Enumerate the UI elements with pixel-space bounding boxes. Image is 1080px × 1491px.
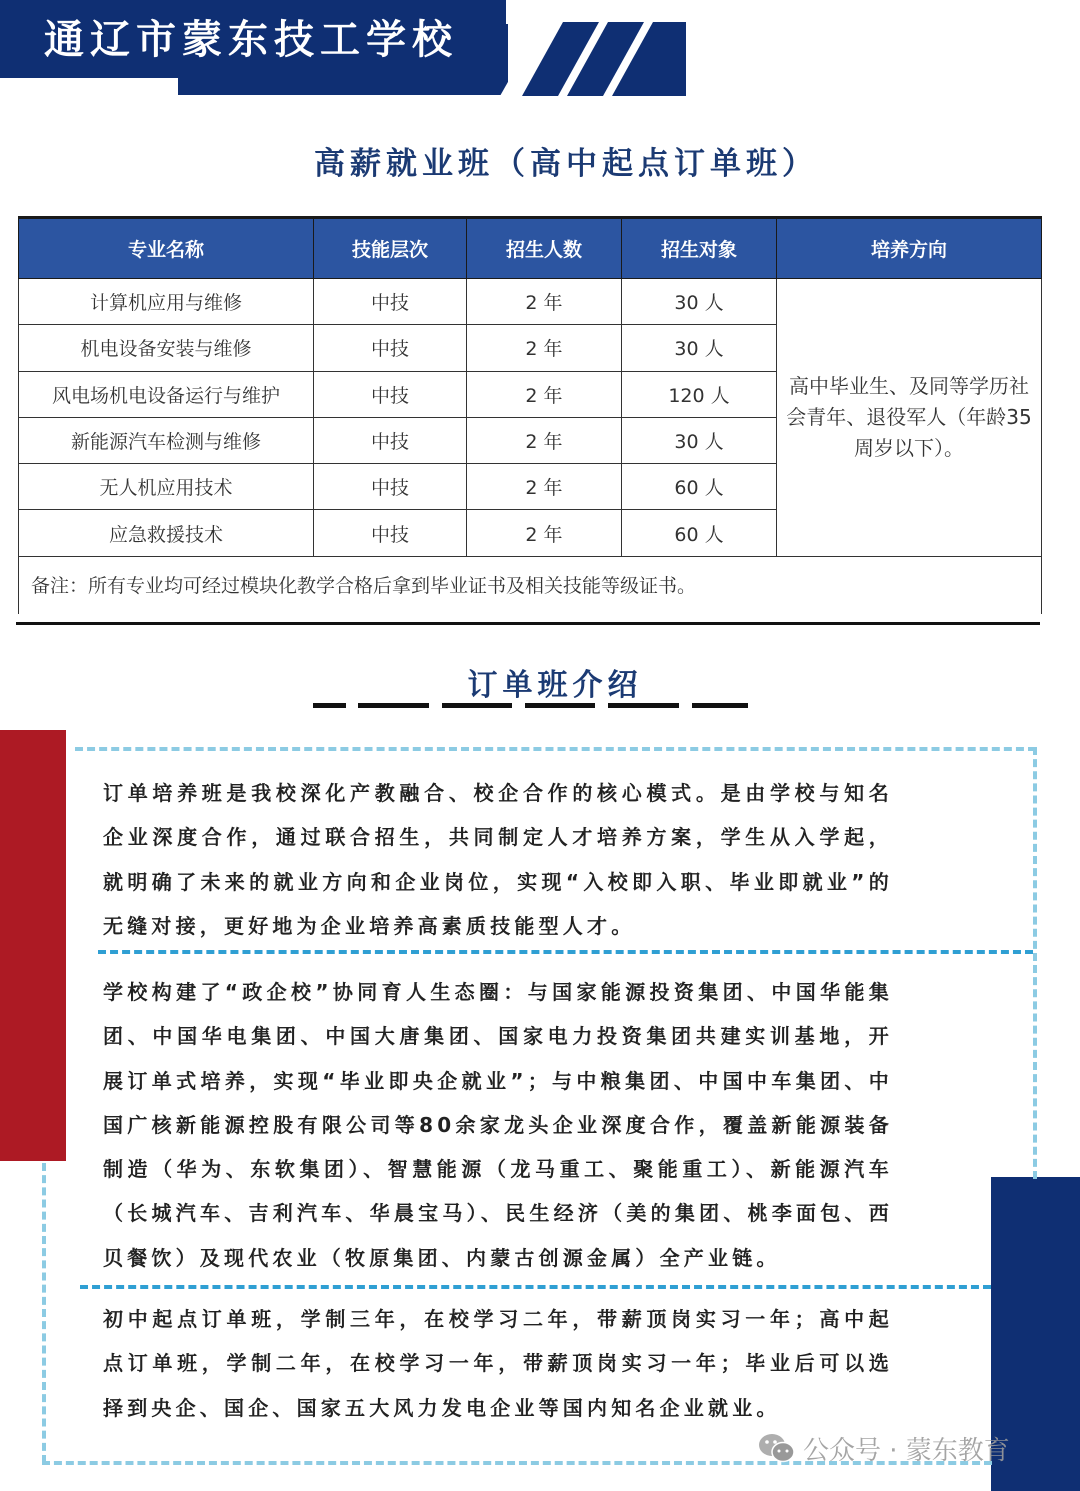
cell-major: 新能源汽车检测与维修 [19,417,314,463]
dashed-frame-right [1033,747,1037,1179]
dashed-divider [98,950,1033,954]
cell-quota: 120 人 [622,371,777,417]
cell-duration: 2 年 [467,371,622,417]
column-header-major: 专业名称 [19,218,314,279]
cell-quota: 30 人 [622,325,777,371]
cell-level: 中技 [314,464,467,510]
enrollment-table [18,216,1041,614]
red-accent-block [0,730,66,1161]
cell-major: 应急救援技术 [19,510,314,556]
table-header-row [19,218,1042,279]
title-underline-dash [442,703,512,708]
cell-major: 机电设备安装与维修 [19,325,314,371]
cell-duration: 2 年 [467,417,622,463]
section-title-high-salary-class: 高薪就业班（高中起点订单班） [314,146,818,182]
section-title-order-class-intro: 订单班介绍 [467,668,643,703]
column-header-training-direction: 培养方向 [777,218,1042,279]
cell-level: 中技 [314,371,467,417]
cell-level: 中技 [314,325,467,371]
cell-quota: 60 人 [622,510,777,556]
dashed-frame-left [42,1163,46,1463]
cell-level: 中技 [314,510,467,556]
cell-major: 无人机应用技术 [19,464,314,510]
dashed-divider [80,1285,991,1289]
column-header-enrollment-count: 招生人数 [467,218,622,279]
table-note-row [19,556,1042,614]
wechat-icon [757,1432,797,1464]
intro-paragraph-schedule: 初中起点订单班，学制三年，在校学习二年，带薪顶岗实习一年；高中起点订单班，学制二年，在校学习一年，带薪顶岗实习一年；毕业后可以选择到央企、国企、国家五大风力发电企业等国内知名企业就业。 [103,1307,893,1420]
title-underline-dash [313,703,346,708]
title-underline-dash [525,703,595,708]
cell-level: 中技 [314,417,467,463]
cell-major: 计算机应用与维修 [19,279,314,325]
title-underline-dash [608,703,679,708]
cell-quota: 30 人 [622,279,777,325]
school-name: 通辽市蒙东技工学校 [44,17,458,63]
cell-training-direction: 高中毕业生、及同等学历社会青年、退役军人（年龄35周岁以下）。 [777,279,1042,557]
diagonal-stripes-decoration [500,22,690,96]
column-header-skill-level: 技能层次 [314,218,467,279]
intro-paragraph-model: 订单培养班是我校深化产教融合、校企合作的核心模式。是由学校与知名企业深度合作，通过联合招生，共同制定人才培养方案，学生从入学起，就明确了未来的就业方向和企业岗位，实现“入校即入职、毕业即就业”的无缝对接，更好地为企业培养高素质技能型人才。 [103,781,893,938]
cell-major: 风电场机电设备运行与维护 [19,371,314,417]
cell-level: 中技 [314,279,467,325]
cell-duration: 2 年 [467,464,622,510]
intro-paragraph-partners: 学校构建了“政企校”协同育人生态圈：与国家能源投资集团、中国华能集团、中国华电集团、中国大唐集团、国家电力投资集团共建实训基地，开展订单式培养，实现“毕业即央企就业”；与中粮集团、中国中车集团、中国广核新能源控股有限公司等80余家龙头企业深度合作，覆盖新能源装备制造（华为、东软集团）、智慧能源（龙马重工、聚能重工）、新能源汽车（长城汽车、吉利汽车、华晨宝马）、民生经济（美的集团、桃李面包、西贝餐饮）及现代农业（牧原集团、内蒙古创源金属）全产业链。 [103,980,893,1270]
table-row [19,279,1042,325]
cell-duration: 2 年 [467,510,622,556]
section-divider-line [16,622,1040,625]
title-underline-dash [692,703,748,708]
cell-quota: 30 人 [622,417,777,463]
title-underline-dash [358,703,429,708]
watermark [757,1430,1010,1466]
cell-duration: 2 年 [467,279,622,325]
watermark-text: 公众号 · 蒙东教育 [803,1435,1010,1466]
dashed-frame-top [75,747,1036,751]
cell-quota: 60 人 [622,464,777,510]
column-header-target-students: 招生对象 [622,218,777,279]
table-note: 备注：所有专业均可经过模块化教学合格后拿到毕业证书及相关技能等级证书。 [19,556,1042,614]
cell-duration: 2 年 [467,325,622,371]
